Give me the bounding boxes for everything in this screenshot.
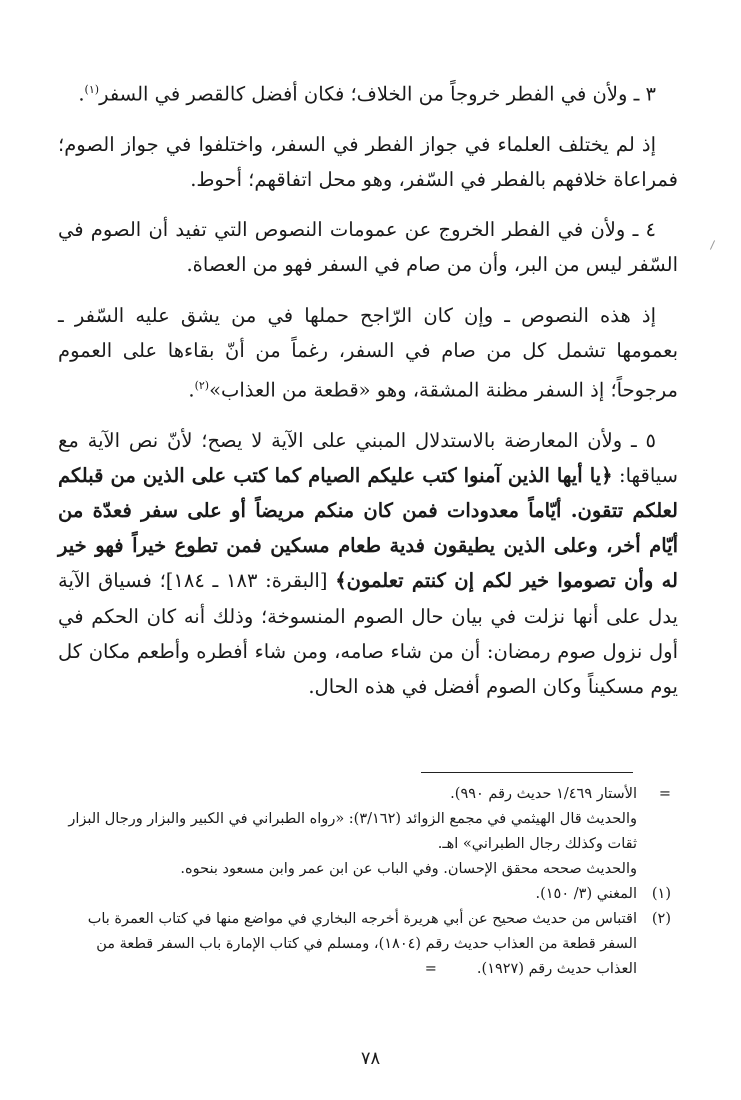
paragraph-point-3: [58, 72, 678, 112]
paragraph-text: ٥ ـ ولأن المعارضة بالاستدلال المبني على الآية لا يصح؛ لأنّ نص الآية مع سياقها:: [58, 428, 678, 487]
paragraph-text: ٣ ـ ولأن في الفطر خروجاً من الخلاف؛ فكان أفضل كالقصر في السفر: [99, 82, 656, 106]
page-number: ٧٨: [360, 1048, 381, 1069]
footnote-text: اقتباس من حديث صحيح عن أبي هريرة أخرجه البخاري في مواضع منها في كتاب العمرة باب السفر قطعة من العذاب حديث رقم (١٨٠٤)، ومسلم في كتاب الإمارة باب السفر قطعة من العذاب حديث رقم (١٩٢٧).: [87, 911, 637, 977]
footnotes: [59, 782, 671, 982]
paragraph-point-5: [58, 423, 678, 705]
footnote-text: والحديث قال الهيثمي في مجمع الزوائد (٣/١٦٢): «رواه الطبراني في الكبير والبزار ورجال البزار ثقات وكذلك رجال الطبراني» اهـ.: [68, 811, 637, 852]
footnote-text: والحديث صححه محقق الإحسان. وفي الباب عن ابن عمر وابن مسعود بنحوه.: [180, 861, 637, 877]
footnote-text-wrap: [59, 907, 637, 982]
stray-mark: [710, 240, 715, 249]
footnote-text: المغني (٣/ ١٥٠).: [535, 886, 637, 902]
continuation-mark: =: [424, 961, 437, 977]
footnote-divider: [421, 772, 633, 773]
footnote-number: (٢): [651, 911, 671, 927]
footnote-text: الأستار ١/٤٦٩ حديث رقم ٩٩٠).: [450, 786, 637, 802]
footnote-1: [59, 882, 671, 907]
continuation-mark: =: [658, 786, 671, 802]
footnote-continuation: [59, 782, 671, 807]
footnote-ref-1: (١): [84, 83, 100, 96]
paragraph-point-4: [58, 212, 678, 282]
paragraph-explanation-3: [58, 127, 678, 197]
footnote-ref-2: (٢): [194, 378, 210, 392]
main-text: [58, 72, 678, 719]
paragraph-end: .: [188, 378, 195, 402]
paragraph-text: إذ لم يختلف العلماء في جواز الفطر في السفر، واختلفوا في جواز الصوم؛ فمراعاة خلافهم بالفطر في السّفر، وهو محل اتفاقهم؛ أحوط.: [58, 132, 678, 191]
footnote-2: [59, 907, 671, 982]
quran-verse: ﴿يا أيها الذين آمنوا كتب عليكم الصيام كما كتب على الذين من قبلكم لعلكم تتقون. أيّاماً معدودات فمن كان منكم مريضاً أو على سفر فعدّة من أيّام أخر، وعلى الذين يطيقون فدية طعام مسكين فمن تطوع خيراً فهو خير له وأن تصوموا خير لكم إن كنتم تعلمون﴾: [58, 463, 678, 593]
footnote-number: (١): [651, 886, 671, 902]
paragraph-end: .: [78, 82, 85, 106]
paragraph-text: ٤ ـ ولأن في الفطر الخروج عن عمومات النصوص التي تفيد أن الصوم في السّفر ليس من البر، وأن من صام في السفر فهو من العصاة.: [58, 218, 678, 277]
paragraph-explanation-4: [58, 298, 678, 408]
paragraph-text: [البقرة: ١٨٣ ـ ١٨٤]؛ فسياق الآية يدل على أنها نزلت في بيان حال الصوم المنسوخة؛ وذلك أنه كان الحكم في أول نزول صوم رمضان: أن من شاء صامه، ومن شاء أفطره وأطعم مكان كل يوم مسكيناً وكان الصوم أفضل في هذه الحال.: [58, 569, 678, 699]
paragraph-text: إذ هذه النصوص ـ وإن كان الرّاجح حملها في من يشق عليه السّفر ـ بعمومها تشمل كل من صام في السفر، رغماً من أنّ بقاءها على العموم مرجوحاً؛ إذ السفر مظنة المشقة، وهو «قطعة من العذاب»: [58, 303, 678, 402]
